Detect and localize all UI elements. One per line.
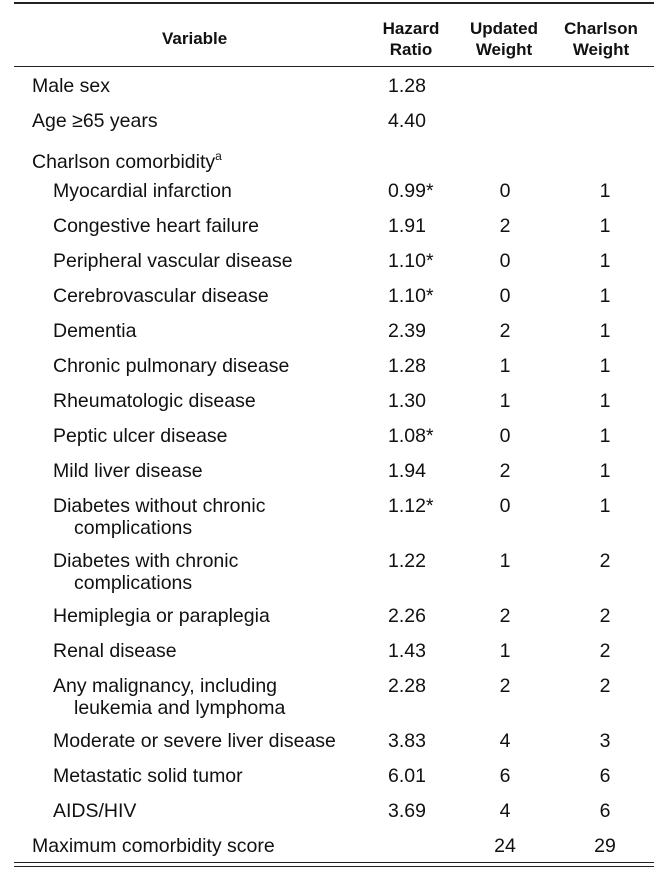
hazard-ratio-value: 1.43 [388, 640, 426, 662]
hazard-ratio-value: 1.10* [388, 285, 434, 307]
row-label [53, 495, 265, 539]
updated-weight-value: 4 [499, 800, 511, 822]
table-row [14, 417, 654, 452]
row-label: Moderate or severe liver disease [53, 730, 336, 752]
hazard-ratio-value: 1.94 [388, 460, 426, 482]
row-label: Dementia [53, 320, 137, 342]
row-label: Myocardial infarction [53, 180, 232, 202]
table-row [14, 632, 654, 667]
updated-weight-value: 1 [499, 640, 511, 662]
charlson-weight-value: 6 [599, 800, 611, 822]
table-row [14, 382, 654, 417]
table-bottom-rule-double [14, 866, 654, 867]
hazard-ratio-value: 1.91 [388, 215, 426, 237]
table-body [14, 67, 654, 862]
hazard-ratio-value: 1.22 [388, 550, 426, 572]
charlson-weight-value: 1 [599, 390, 611, 412]
header-charlson-weight [560, 18, 642, 60]
row-label: Hemiplegia or paraplegia [53, 605, 270, 627]
row-label-line1: Diabetes without chronic [53, 495, 266, 517]
row-label: Chronic pulmonary disease [53, 355, 290, 377]
hazard-ratio-value: 3.69 [388, 800, 426, 822]
updated-weight-value: 2 [499, 675, 511, 697]
charlson-weight-value: 6 [599, 765, 611, 787]
charlson-weight-value: 1 [599, 180, 611, 202]
table-row [14, 277, 654, 312]
row-label: Age ≥65 years [32, 110, 158, 132]
row-label: AIDS/HIV [53, 800, 137, 822]
updated-weight-value: 1 [499, 390, 511, 412]
hazard-ratio-value: 1.28 [388, 75, 426, 97]
updated-weight-value: 4 [499, 730, 511, 752]
row-label: Peptic ulcer disease [53, 425, 228, 447]
hazard-ratio-value: 1.08* [388, 425, 434, 447]
updated-weight-value: 0 [499, 425, 511, 447]
charlson-weight-value: 2 [599, 605, 611, 627]
charlson-weight-value: 1 [599, 250, 611, 272]
table-row [14, 312, 654, 347]
charlson-weight-value: 1 [599, 460, 611, 482]
charlson-weight-value: 1 [599, 320, 611, 342]
table-row [14, 722, 654, 757]
hazard-ratio-value: 3.83 [388, 730, 426, 752]
header-hazard-ratio-line1: Hazard [382, 19, 440, 38]
hazard-ratio-value: 2.28 [388, 675, 426, 697]
header-updated-weight-line2: Weight [475, 40, 533, 59]
table-row [14, 542, 654, 597]
updated-weight-value: 0 [499, 495, 511, 517]
header-updated-weight [462, 18, 546, 60]
table-row [14, 67, 654, 102]
hazard-ratio-value: 6.01 [388, 765, 426, 787]
charlson-weight-value: 3 [599, 730, 611, 752]
table-row [14, 102, 654, 137]
header-charlson-weight-line1: Charlson [564, 19, 638, 38]
row-label-line1: Diabetes with chronic [53, 550, 239, 572]
hazard-ratio-value: 2.26 [388, 605, 426, 627]
row-label: Renal disease [53, 640, 177, 662]
row-label: Peripheral vascular disease [53, 250, 293, 272]
row-label-line1: Any malignancy, including [53, 675, 278, 697]
row-label: Mild liver disease [53, 460, 203, 482]
row-label-text: Charlson comorbidity [32, 151, 216, 173]
updated-weight-value: 2 [499, 215, 511, 237]
table-row [14, 172, 654, 207]
header-charlson-weight-line2: Weight [572, 40, 630, 59]
updated-weight-value: 1 [499, 355, 511, 377]
updated-weight-value: 0 [499, 285, 511, 307]
charlson-weight-value: 29 [594, 835, 616, 857]
charlson-weight-value: 1 [599, 495, 611, 517]
updated-weight-value: 24 [494, 835, 516, 857]
row-label-line2: complications [74, 572, 193, 594]
table-row [14, 207, 654, 242]
hazard-ratio-value: 1.28 [388, 355, 426, 377]
charlson-weight-value: 2 [599, 640, 611, 662]
updated-weight-value: 2 [499, 460, 511, 482]
updated-weight-value: 6 [499, 765, 511, 787]
table-row [14, 137, 654, 172]
table-row [14, 667, 654, 722]
row-label: Maximum comorbidity score [32, 835, 275, 857]
table-row [14, 597, 654, 632]
hazard-ratio-value: 1.10* [388, 250, 434, 272]
table-header [14, 4, 654, 66]
row-label [53, 675, 285, 719]
row-label: Cerebrovascular disease [53, 285, 269, 307]
header-hazard-ratio [376, 18, 446, 60]
row-label [53, 550, 238, 594]
footnote-marker: a [215, 149, 222, 163]
hazard-ratio-value: 0.99* [388, 180, 434, 202]
updated-weight-value: 2 [499, 605, 511, 627]
charlson-weight-value: 2 [599, 675, 611, 697]
comorbidity-table [14, 0, 654, 867]
charlson-weight-value: 2 [599, 550, 611, 572]
row-label: Congestive heart failure [53, 215, 259, 237]
updated-weight-value: 2 [499, 320, 511, 342]
header-updated-weight-line1: Updated [470, 19, 538, 38]
updated-weight-value: 0 [499, 250, 511, 272]
row-label-line2: leukemia and lymphoma [74, 697, 286, 719]
table-row [14, 242, 654, 277]
table-bottom-rule [14, 862, 654, 863]
table-row [14, 487, 654, 542]
table-row [14, 757, 654, 792]
row-label [32, 145, 222, 173]
hazard-ratio-value: 1.12* [388, 495, 434, 517]
row-label: Metastatic solid tumor [53, 765, 243, 787]
charlson-weight-value: 1 [599, 215, 611, 237]
hazard-ratio-value: 2.39 [388, 320, 426, 342]
charlson-weight-value: 1 [599, 285, 611, 307]
row-label: Rheumatologic disease [53, 390, 256, 412]
hazard-ratio-value: 1.30 [388, 390, 426, 412]
header-variable: Variable [162, 29, 228, 48]
charlson-weight-value: 1 [599, 425, 611, 447]
table-row [14, 827, 654, 862]
updated-weight-value: 1 [499, 550, 511, 572]
row-label-line2: complications [74, 517, 193, 539]
header-hazard-ratio-line2: Ratio [389, 40, 433, 59]
charlson-weight-value: 1 [599, 355, 611, 377]
table-row [14, 347, 654, 382]
hazard-ratio-value: 4.40 [388, 110, 426, 132]
table-row [14, 452, 654, 487]
table-row [14, 792, 654, 827]
row-label: Male sex [32, 75, 111, 97]
updated-weight-value: 0 [499, 180, 511, 202]
